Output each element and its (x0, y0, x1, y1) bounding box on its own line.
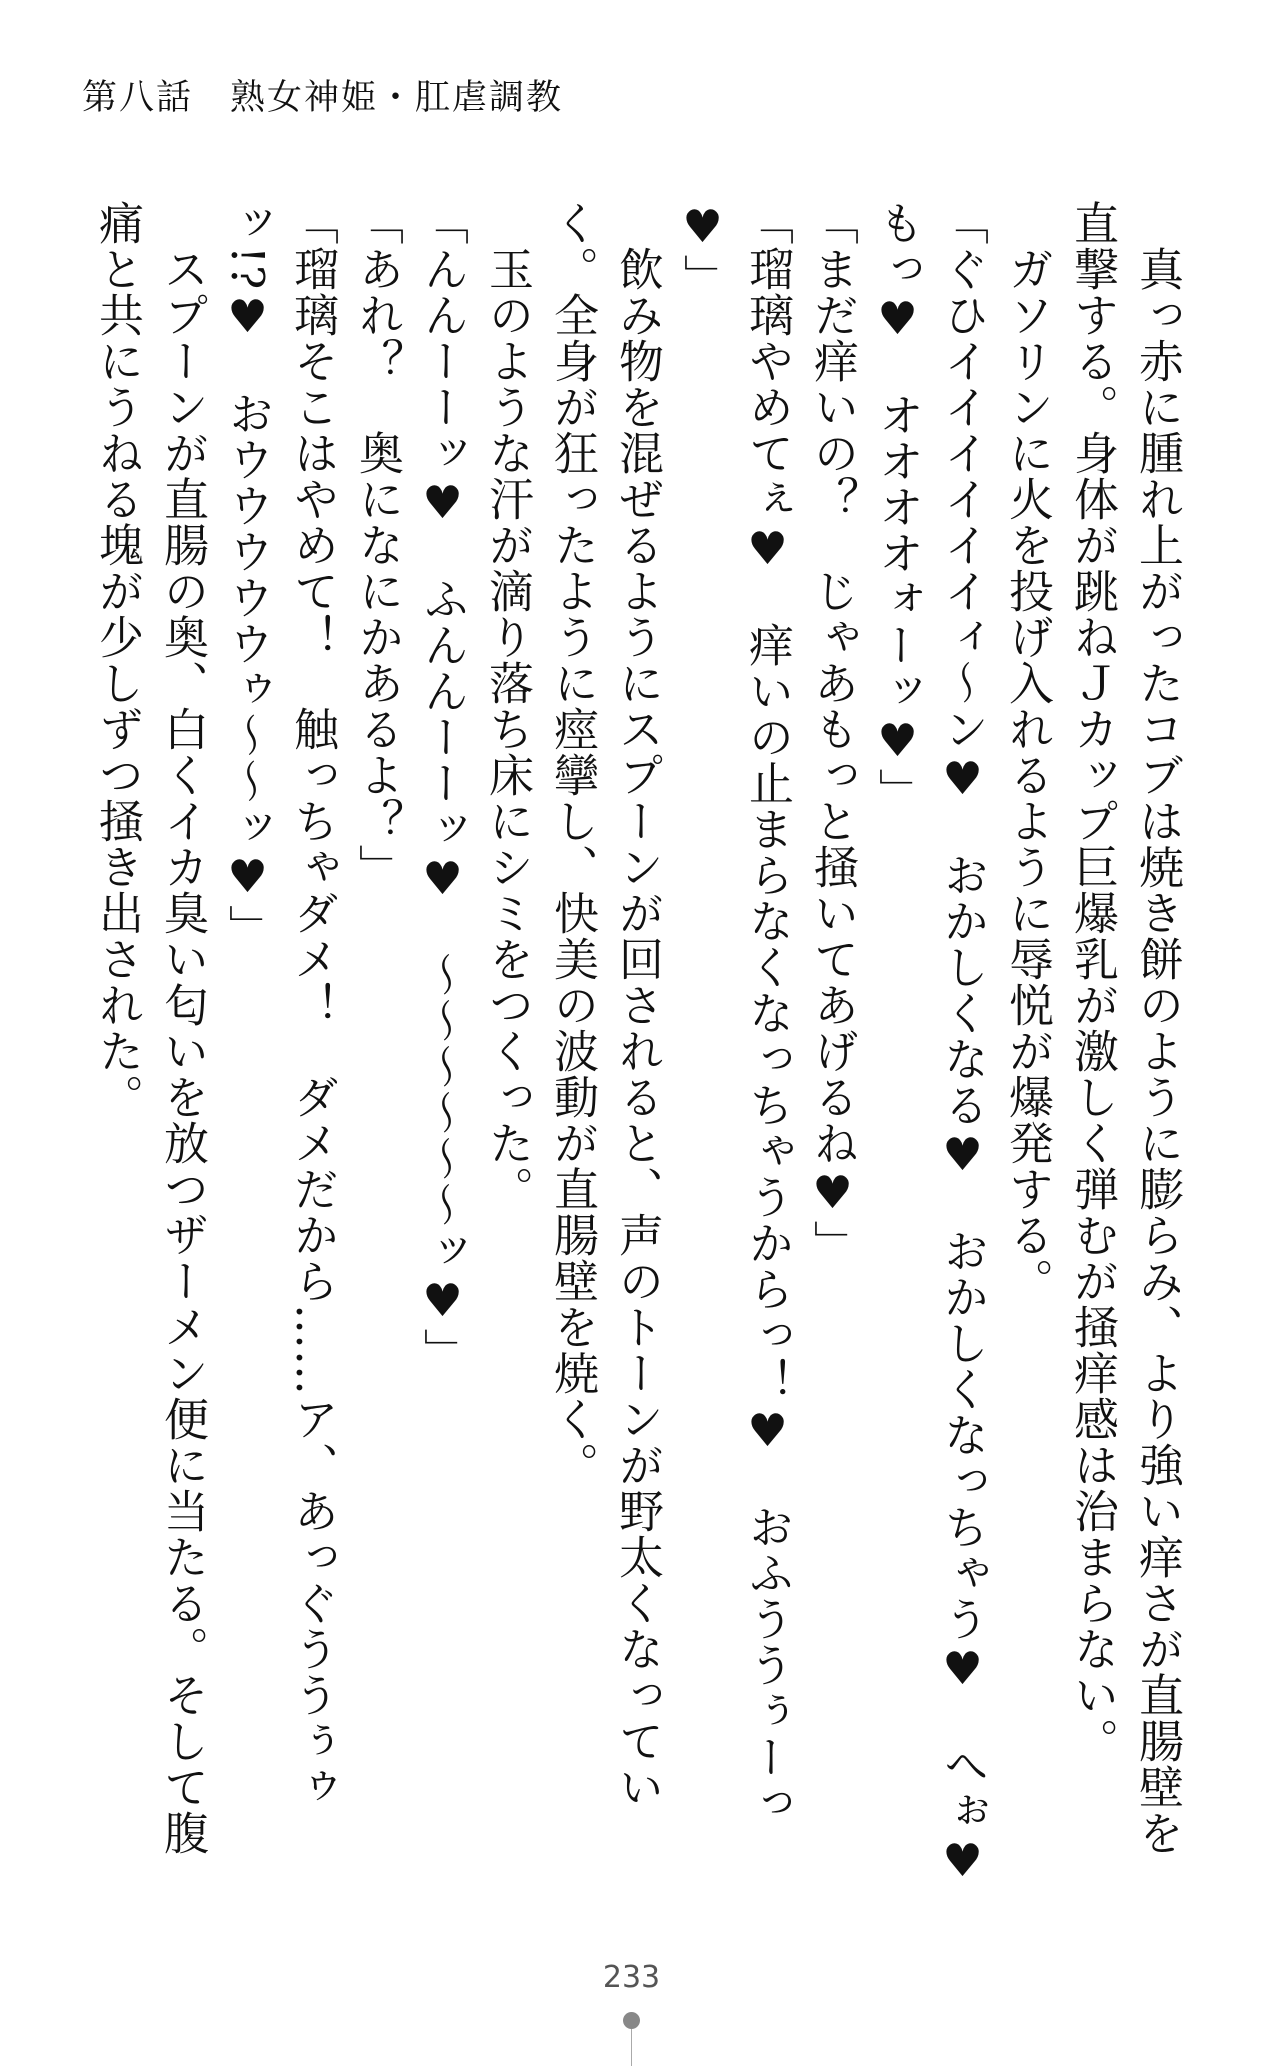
page-marker-dot (623, 2012, 640, 2029)
chapter-title: 第八話 熟女神姫・肛虐調教 (82, 78, 564, 118)
paragraph: 飲み物を混ぜるようにスプーンが回されると、声のトーンが野太くなっていく。全身が狂ったように痙攣し、快美の波動が直腸壁を焼く。 (546, 200, 664, 1810)
page-number: 233 (602, 1960, 661, 1995)
dialogue-line: 「まだ痒いの？ じゃあもっと掻いてあげるね♥」 (806, 200, 859, 1266)
dialogue-line: 「あれ？ 奥になにかあるよ？」 (351, 200, 404, 890)
page-marker-line (631, 2029, 632, 2066)
dialogue-line: 「瑠璃そこはやめて！ 触っちゃダメ！ ダメだから……ア、あっぐううぅゥッ!?♥ おウウウウウゥ～～ッ♥」 (221, 200, 339, 1810)
paragraph: 真っ赤に腫れ上がったコブは焼き餅のように膨らみ、より強い痒さが直腸壁を直撃する。身体が跳ねＪカップ巨爆乳が激しく弾むが掻痒感は治まらない。 (1066, 200, 1184, 1856)
dialogue-line: 「ぐひイイイイイイィ～ン♥ おかしくなる♥ おかしくなっちゃう♥ へぉ♥ もっ♥ オオオオォーッ♥」 (871, 200, 989, 1934)
dialogue-line: 「んんーーッ♥ ふんんーーッ♥ ～～～～～～ッ♥」 (416, 200, 469, 1374)
paragraph: スプーンが直腸の奥、白くイカ臭い匂いを放つザーメン便に当たる。そして腹痛と共にうねる塊が少しずつ掻き出された。 (91, 200, 209, 1856)
dialogue-line: 「瑠璃やめてぇ♥ 痒いの止まらなくなっちゃうからっ！♥ おふううぅーっ♥」 (676, 200, 794, 1826)
paragraph: ガソリンに火を投げ入れるように辱悦が爆発する。 (1001, 200, 1054, 1304)
paragraph: 玉のような汗が滴り落ち床にシミをつくった。 (481, 200, 534, 1212)
vertical-text-body (70, 200, 1190, 1934)
